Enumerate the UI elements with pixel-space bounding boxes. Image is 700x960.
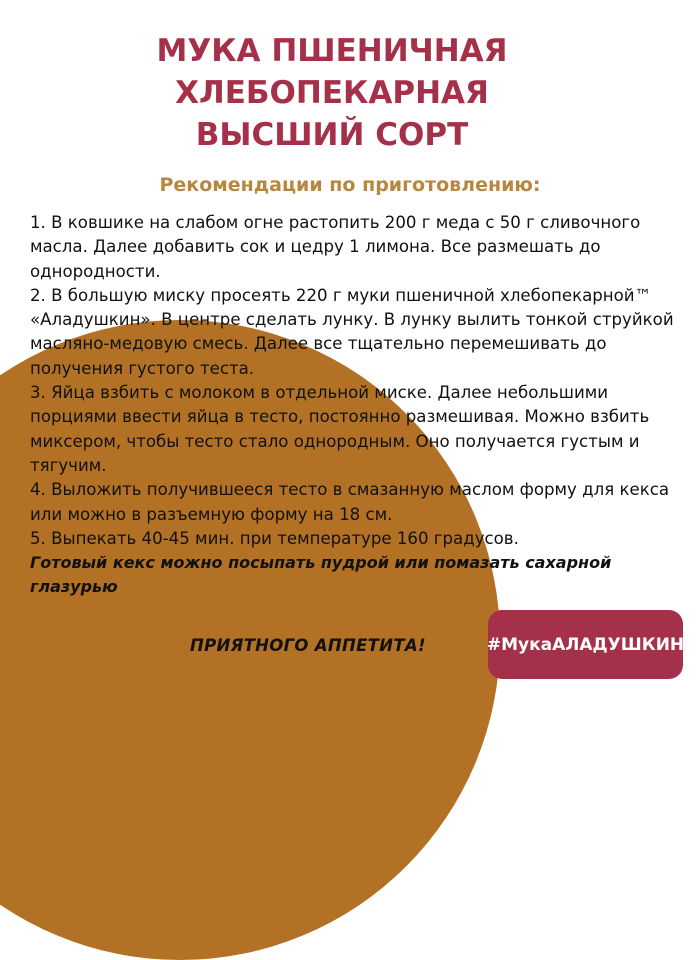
- recipe-step: 4. Выложить получившееся тесто в смазанную маслом форму для кекса или можно в разъемную форму на 18 см.: [30, 480, 670, 524]
- hashtag-badge: #МукаАЛАДУШКИН: [488, 610, 683, 679]
- closing-text: ПРИЯТНОГО АППЕТИТА!: [190, 636, 426, 655]
- recipe-step: 1. В ковшике на слабом огне растопить 200 г меда с 50 г сливочного масла. Далее добавить сок и цедру 1 лимона. Все размешать до однородности.: [30, 213, 641, 281]
- title-line: МУКА ПШЕНИЧНАЯ: [156, 33, 508, 69]
- title-line: ХЛЕБОПЕКАРНАЯ: [175, 75, 489, 111]
- page-title: [0, 30, 664, 156]
- recipe-step: 5. Выпекать 40-45 мин. при температуре 160 градусов.: [30, 528, 519, 548]
- recipe-step: 2. В большую миску просеять 220 г муки пшеничной хлебопекарной™ «Аладушкин». В центре сделать лунку. В лунку вылить тонкой струйкой масляно-медовую смесь. Далее все тщательно перемешивать до получения густого теста.: [30, 285, 674, 378]
- recipe-step: 3. Яйца взбить с молоком в отдельной миске. Далее небольшими порциями ввести яйца в тесто, постоянно размешивая. Можно взбить миксером, чтобы тесто стало однородным. Оно получается густым и тягучим.: [30, 383, 650, 475]
- serving-note: Готовый кекс можно посыпать пудрой или помазать сахарной глазурью: [30, 553, 612, 597]
- recipe-steps: [30, 211, 695, 600]
- recommendations-heading: Рекомендации по приготовлению:: [159, 174, 541, 196]
- title-line: ВЫСШИЙ СОРТ: [195, 117, 469, 153]
